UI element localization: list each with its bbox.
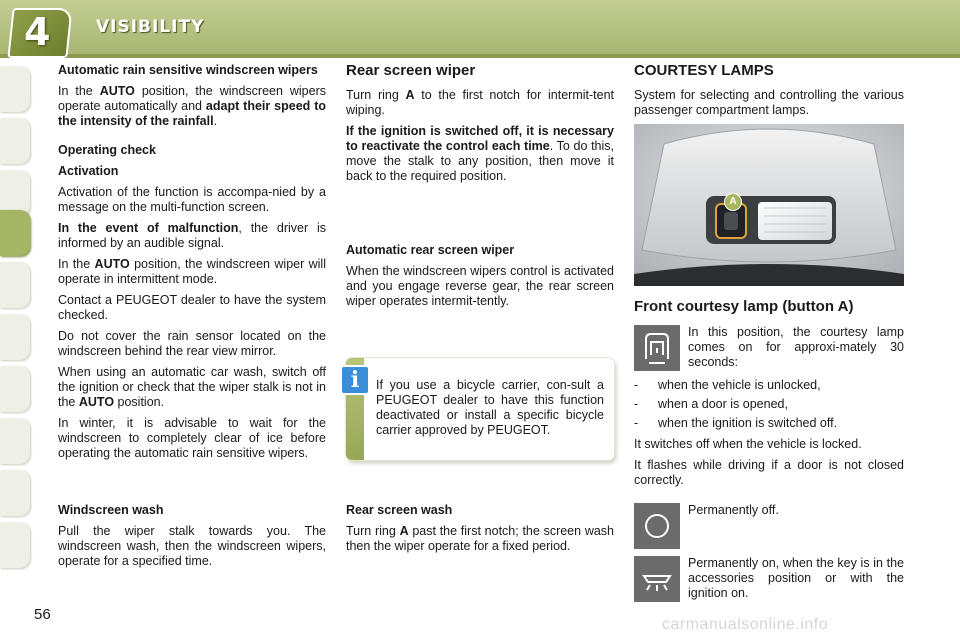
page-number: 56 xyxy=(34,606,51,623)
rear-wash-text: Turn ring A past the first notch; the screen wash then the wiper operate for a fixed period. xyxy=(346,524,615,553)
courtesy-lamp-photo xyxy=(634,124,904,286)
left-column xyxy=(58,63,326,467)
wash-text: Pull the wiper stalk towards you. The windscreen wash, then the windscreen wipers, operate for a specified time. xyxy=(58,524,326,568)
rain-sensor-text: Do not cover the rain sensor located on the windscreen behind the rear view mirror. xyxy=(58,329,326,358)
wash-heading: Windscreen wash xyxy=(58,503,164,517)
button-a-callout: A xyxy=(724,193,742,211)
rear-wiper-text: Turn ring A to the first notch for intermit-tent wiping. xyxy=(346,88,614,117)
courtesy-intro-text: System for selecting and controlling the various passenger compartment lamps. xyxy=(634,88,904,117)
courtesy-heading: COURTESY LAMPS xyxy=(634,62,774,79)
perm-off-paragraph: Permanently off. xyxy=(688,503,779,517)
auto-rear-heading: Automatic rear screen wiper xyxy=(346,243,515,257)
side-tab[interactable] xyxy=(0,118,30,164)
front-lamp-heading: Front courtesy lamp (button A) xyxy=(634,298,854,315)
door-lamp-icon xyxy=(634,325,680,371)
activation-heading: Activation xyxy=(58,164,119,178)
courtesy-conditions xyxy=(634,378,904,494)
rain-heading: Automatic rain sensitive windscreen wipers xyxy=(58,63,318,77)
side-tab-active[interactable] xyxy=(0,210,30,256)
flashes-text: It flashes while driving if a door is not closed correctly. xyxy=(634,458,904,487)
list-item: - when a door is opened, xyxy=(634,397,904,412)
perm-off-text xyxy=(688,503,904,524)
activation-text: Activation of the function is accompa-nied by a message on the multi-function screen. xyxy=(58,185,326,214)
rear-wiper-ignition-text: If the ignition is switched off, it is necessary to reactivate the control each time. To do this, move the stalk to any position, then move it back to the required position. xyxy=(346,124,614,183)
rain-paragraph: In the AUTO position, the windscreen wipers operate automatically and adapt their speed to the intensity of the rainfall. xyxy=(58,84,326,128)
side-tab[interactable] xyxy=(0,314,30,360)
rear-wiper-heading: Rear screen wiper xyxy=(346,62,476,79)
lamp-on-icon xyxy=(634,556,680,602)
intermittent-text: In the AUTO position, the windscreen wiper will operate in intermittent mode. xyxy=(58,257,326,286)
info-text: If you use a bicycle carrier, con-sult a PEUGEOT dealer to have this function deactivated or install a specific bicycle carrier approved by PEUGEOT. xyxy=(376,378,604,437)
side-tab[interactable] xyxy=(0,418,30,464)
auto-rear-text: When the windscreen wipers control is activated and you engage reverse gear, the rear screen wiper operates intermit-tently. xyxy=(346,264,614,308)
info-icon: i xyxy=(340,365,370,395)
page-title: VISIBILITY xyxy=(96,17,205,37)
perm-on-paragraph: Permanently on, when the key is in the accessories position or with the ignition on. xyxy=(688,556,904,600)
list-item: - when the ignition is switched off. xyxy=(634,416,904,431)
side-tab[interactable] xyxy=(0,66,30,112)
side-tab[interactable] xyxy=(0,522,30,568)
car-wash-text: When using an automatic car wash, switch off the ignition or check that the wiper stalk is not in the AUTO position. xyxy=(58,365,326,409)
winter-text: In winter, it is advisable to wait for the windscreen to completely clear of ice before operating the automatic rain sensitive wipers. xyxy=(58,416,326,460)
rear-wiper-section xyxy=(346,88,614,190)
side-tab[interactable] xyxy=(0,470,30,516)
auto-rear-wiper-section xyxy=(346,243,614,315)
perm-on-text xyxy=(688,556,904,607)
contact-dealer-text: Contact a PEUGEOT dealer to have the system checked. xyxy=(58,293,326,322)
position-on-paragraph: In this position, the courtesy lamp comes on for approxi-mately 30 seconds: xyxy=(688,325,904,369)
side-tab[interactable] xyxy=(0,366,30,412)
rear-wash-heading: Rear screen wash xyxy=(346,503,453,517)
lamp-off-icon xyxy=(634,503,680,549)
chapter-number: 4 xyxy=(24,10,51,54)
position-on-text xyxy=(688,325,904,376)
rear-wash-section xyxy=(346,503,614,560)
list-item: - when the vehicle is unlocked, xyxy=(634,378,904,393)
courtesy-intro xyxy=(634,88,904,124)
side-tab[interactable] xyxy=(0,262,30,308)
operating-check-heading: Operating check xyxy=(58,143,156,157)
windscreen-wash-section xyxy=(58,503,326,575)
footer-watermark: carmanualsonline.info xyxy=(662,616,829,633)
switch-off-text: It switches off when the vehicle is locked. xyxy=(634,437,862,451)
malfunction-text: In the event of malfunction, the driver is informed by an audible signal. xyxy=(58,221,326,250)
header-rule xyxy=(0,54,960,58)
